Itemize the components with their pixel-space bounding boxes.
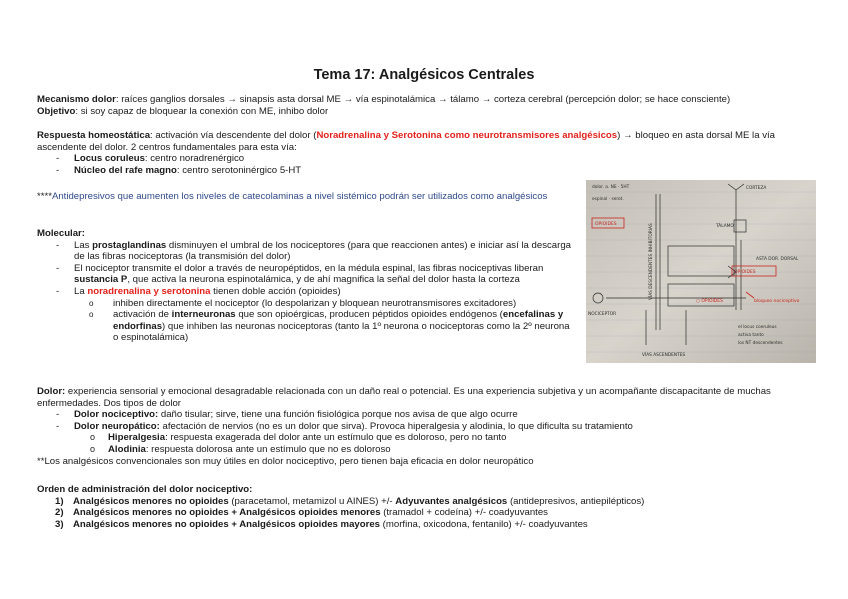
handwritten-diagram	[586, 180, 816, 363]
objetivo-text: : si soy capaz de bloquear la conexión con ME, inhibo dolor	[75, 105, 329, 117]
label-opioides-top: OPIOIDES	[595, 222, 617, 227]
mecanismo-text: : raíces ganglios dorsales → sinapsis asta dorsal ME → vía espinotalámica → tálamo → corteza cerebral (percepción dolor; se hace consciente)	[115, 94, 731, 105]
dolor-note: **Los analgésicos convencionales son muy útiles en dolor nociceptivo, pero tienen baja eficacia en dolor neuropático	[37, 455, 534, 467]
centro-locus-label: Locus coruleus	[74, 153, 145, 165]
antidepresivos-stars: ****	[37, 191, 52, 202]
centro-rafe-label: Núcleo del rafe magno	[74, 164, 177, 176]
note-top-1: dolor. a. NE · 5HT	[592, 185, 630, 190]
molecular-sub-interneuronas	[37, 309, 572, 344]
molecular-item-neuropeptidos	[37, 263, 572, 286]
molecular-label: Molecular:	[37, 228, 85, 239]
dolor-definition	[37, 386, 817, 409]
orden-item3-bold: Analgésicos menores no opioides + Analgésicos opioides mayores	[73, 518, 381, 530]
centro-rafe	[37, 165, 817, 177]
molecular-item1-pre: Las	[74, 239, 93, 251]
orden-label: Orden de administración del dolor nociceptivo:	[37, 484, 253, 495]
orden-item2-bold: Analgésicos menores no opioides + Analgésicos opioides menores	[73, 507, 381, 519]
molecular-sub1-bullet: o	[89, 298, 94, 308]
label-opioides-right: OPIOIDES	[734, 270, 756, 275]
orden-item2-num: 2)	[55, 507, 64, 519]
orden-item-2	[37, 507, 817, 519]
molecular-item3-pre: La	[74, 285, 88, 297]
orden-item1-bold: Analgésicos menores no opioides	[73, 495, 229, 507]
orden-item1-bold2: Adyuvantes analgésicos	[395, 495, 508, 507]
dolor-item2-text: afectación de nervios (no es un dolor que sirva). Provoca hiperalgesia y alodinia, lo que dificulta su tratamiento	[159, 420, 633, 432]
mecanismo-label: Mecanismo dolor	[37, 94, 116, 105]
orden-item2-mid: (tramadol + codeína) +/- coadyuvantes	[380, 507, 548, 519]
centro-locus	[37, 153, 817, 165]
mecanismo-line	[37, 94, 817, 106]
dolor-sub2-bullet: o	[90, 443, 96, 454]
objetivo-line	[37, 106, 817, 118]
dolor-sub1-text: : respuesta exagerada del dolor ante un estímulo que es doloroso, pero no tanto	[165, 432, 507, 444]
orden-item-1	[37, 496, 817, 508]
document-title: Tema 17: Analgésicos Centrales	[313, 67, 535, 83]
respuesta-paragraph	[37, 130, 817, 176]
molecular-item3-red: noradrenalina y serotonina	[87, 285, 211, 297]
dolor-sub1-label: Hiperalgesia	[108, 432, 166, 444]
molecular-sub2-post: ) que inhiben las neuronas nociceptoras (tanto la 1º neurona o nociceptoras como la 2º neurona o espinotalámica)	[113, 320, 570, 344]
centro-rafe-bullet: -	[56, 164, 60, 176]
dolor-sub-alodinia	[37, 444, 817, 456]
note-bottom-2: activa tanto	[738, 333, 764, 338]
molecular-item-prostaglandinas	[37, 240, 572, 263]
molecular-item2-pre: El nociceptor transmite el dolor a través de neuropéptidos, en la médula espinal, las fibras nociceptivas liberan	[74, 262, 544, 274]
centro-locus-bullet: -	[56, 153, 60, 165]
molecular-item1-post: disminuyen el umbral de los nociceptores (para que reaccionen antes) e iniciar así la descarga de las fibras nociceptoras (la transmisión del dolor)	[74, 239, 572, 263]
note-bottom-3: los NT descendentes	[738, 341, 783, 346]
label-nociceptor: NOCICEPTOR	[588, 312, 617, 317]
mecanismo-paragraph	[37, 94, 817, 117]
dolor-label: Dolor:	[37, 386, 66, 397]
dolor-item-nociceptivo	[37, 409, 817, 421]
antidepresivos-text: Antidepresivos que aumenten los niveles de catecolaminas a nivel sistémico podrán ser utilizados como analgésicos	[51, 191, 548, 202]
dolor-item1-text: daño tisular; sirve, tiene una función fisiológica porque nos avisa de que algo ocurre	[158, 409, 518, 421]
dolor-item2-bullet: -	[56, 420, 60, 432]
note-top-2: espinal · serot.	[592, 197, 624, 202]
respuesta-highlight: Noradrenalina y Serotonina como neurotransmisores analgésicos	[316, 130, 618, 141]
dolor-section	[37, 386, 817, 467]
label-corteza: CORTEZA	[746, 186, 767, 191]
orden-section	[37, 484, 817, 530]
dolor-sub2-text: : respuesta dolorosa ante un estímulo que no es doloroso	[145, 443, 391, 455]
dolor-item2-label: Dolor neuropático:	[74, 420, 160, 432]
molecular-item2-bullet: -	[56, 262, 60, 274]
label-vias-desc: VÍAS DESCENDENTES INHIBITORIAS	[649, 223, 654, 300]
orden-item3-num: 3)	[55, 518, 64, 530]
label-vias-asc: VÍAS ASCENDENTES	[642, 353, 686, 358]
orden-item-3	[37, 519, 817, 531]
respuesta-line	[37, 130, 817, 153]
respuesta-post: ) → bloqueo en asta dorsal ME la vía ascendente del dolor. 2 centros fundamentales para esta vía:	[37, 130, 775, 153]
orden-item1-num: 1)	[55, 495, 64, 507]
molecular-item3-post: tienen doble acción (opioides)	[210, 285, 341, 297]
dolor-item-neuropatico	[37, 421, 817, 433]
molecular-item3-bullet: -	[56, 285, 60, 297]
molecular-item2-post: , que activa la neurona espinotalámica, y de ahí magnifica la señal del dolor hasta la corteza	[127, 274, 520, 286]
molecular-sub2-mid: que son opioérgicas, producen péptidos opioides endógenos (	[235, 309, 503, 321]
photo-background	[586, 180, 816, 363]
respuesta-label: Respuesta homeostática	[37, 130, 151, 141]
molecular-sub-inhiben	[37, 298, 572, 310]
dolor-sub-hiperalgesia	[37, 432, 817, 444]
orden-item3-mid: (morfina, oxicodona, fentanilo) +/- coadyuvantes	[380, 518, 588, 530]
orden-item1-mid: (paracetamol, metamizol u AINES) +/-	[228, 495, 396, 507]
diagram-photo	[586, 180, 816, 363]
note-bottom-1: el locus coeruleus	[738, 325, 777, 330]
label-talamo: TÁLAMO	[716, 224, 734, 229]
dolor-sub1-bullet: o	[90, 432, 96, 443]
label-bloqueo: bloqueo nociceptivo	[754, 299, 800, 304]
molecular-item2-bold: sustancia P	[74, 274, 128, 286]
centro-locus-text: : centro noradrenérgico	[144, 153, 245, 165]
orden-item1-post: (antidepresivos, antiepilépticos)	[507, 495, 645, 507]
molecular-sub2-bullet: o	[89, 310, 94, 320]
molecular-item1-bullet: -	[56, 239, 60, 251]
molecular-sub2-b2: encefalinas y endorfinas	[113, 309, 564, 332]
dolor-item1-label: Dolor nociceptivo:	[74, 409, 159, 421]
dolor-item1-bullet: -	[56, 409, 60, 421]
molecular-sub2-b1: interneuronas	[171, 309, 236, 321]
molecular-sub1-text: inhiben directamente el nociceptor (lo despolarizan y bloquean neurotransmisores excitadores)	[113, 297, 517, 309]
molecular-item-noradrenalina	[37, 286, 572, 298]
objetivo-label: Objetivo	[37, 105, 76, 117]
molecular-section	[37, 228, 572, 344]
respuesta-pre: : activación vía descendente del dolor (	[150, 130, 317, 141]
centro-rafe-text: : centro serotoninérgico 5-HT	[176, 164, 302, 176]
molecular-item1-bold: prostaglandinas	[92, 239, 167, 251]
antidepresivos-note	[37, 191, 572, 203]
dolor-text: experiencia sensorial y emocional desagradable relacionada con un daño real o potencial. Es una experiencia subjetiva y un acompañante discapacitante de muchas enfermedades. Dos tipos de dolor	[37, 386, 771, 409]
label-opioides-bottom: ○ OPIOIDES	[696, 299, 723, 304]
molecular-sub2-pre: activación de	[113, 309, 172, 321]
label-asta: ASTA DOR. DORSAL	[756, 257, 799, 262]
dolor-sub2-label: Alodinia	[108, 443, 146, 455]
